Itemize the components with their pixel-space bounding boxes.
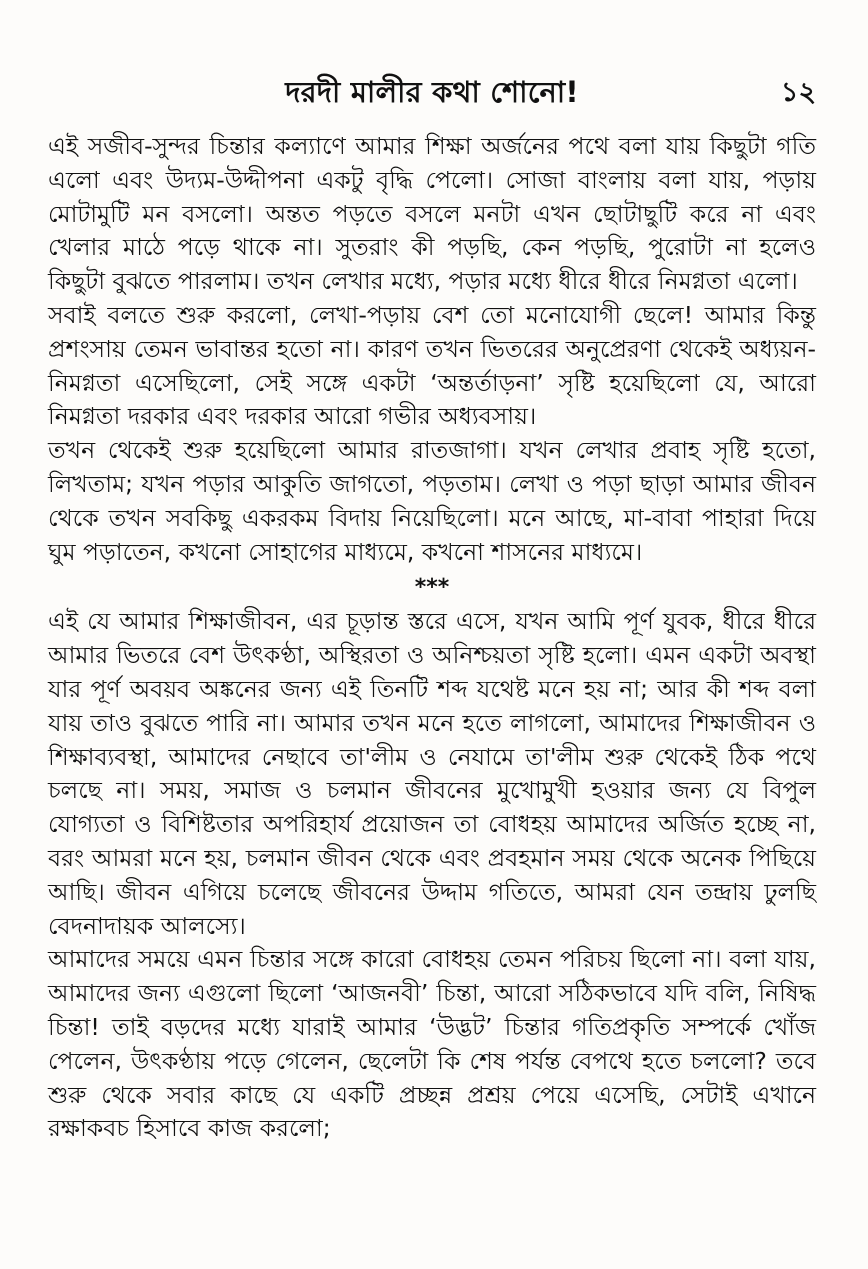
paragraph: তখন থেকেই শুরু হয়েছিলো আমার রাতজাগা। যখন লেখার প্রবাহ সৃষ্টি হতো, লিখতাম; যখন পড়ার আকুতি জাগতো, পড়তাম। লেখা ও পড়া ছাড়া আমার জীবন থেকে তখন সবকিছু একরকম বিদায় নিয়েছিলো। মনে আছে, মা-বাবা পাহারা দিয়ে ঘুম পড়াতেন, কখনো সোহাগের মাধ্যমে, কখনো শাসনের মাধ্যমে। xyxy=(48,436,816,566)
page-number: ১২ xyxy=(780,77,816,108)
chapter-title: দরদী মালীর কথা শোনো! xyxy=(285,75,579,109)
paragraph: এই সজীব-সুন্দর চিন্তার কল্যাণে আমার শিক্ষা অর্জনের পথে বলা যায় কিছুটা গতি এলো এবং উদ্যম-উদ্দীপনা একটু বৃদ্ধি পেলো। সোজা বাংলায় বলা যায়, পড়ায় মোটামুটি মন বসলো। অন্তত পড়তে বসলে মনটা এখন ছোটাছুটি করে না এবং খেলার মাঠে পড়ে থাকে না। সুতরাং কী পড়ছি, কেন পড়ছি, পুরোটা না হলেও কিছুটা বুঝতে পারলাম। তখন লেখার মধ্যে, পড়ার মধ্যে ধীরে ধীরে নিমগ্নতা এলো। xyxy=(48,132,816,296)
section-separator: *** xyxy=(414,575,450,601)
page-header xyxy=(48,70,816,130)
paragraph: আমাদের সময়ে এমন চিন্তার সঙ্গে কারো বোধহয় তেমন পরিচয় ছিলো না। বলা যায়, আমাদের জন্য এগুলো ছিলো ‘আজনবী’ চিন্তা, আরো সঠিকভাবে যদি বলি, নিষিদ্ধ চিন্তা! তাই বড়দের মধ্যে যারাই আমার ‘উদ্ভট’ চিন্তার গতিপ্রকৃতি সম্পর্কে খোঁজ পেলেন, উৎকণ্ঠায় পড়ে গেলেন, ছেলেটা কি শেষ পর্যন্ত বেপথে হতে চললো? তবে শুরু থেকে সবার কাছে যে একটি প্রচ্ছন্ন প্রশ্রয় পেয়ে এসেছি, সেটাই এখানে রক্ষাকবচ হিসাবে কাজ করলো; xyxy=(48,945,816,1143)
paragraph: সবাই বলতে শুরু করলো, লেখা-পড়ায় বেশ তো মনোযোগী ছেলে! আমার কিন্তু প্রশংসায় তেমন ভাবান্তর হতো না। কারণ তখন ভিতরের অনুপ্রেরণা থেকেই অধ্যয়ন-নিমগ্নতা এসেছিলো, সেই সঙ্গে একটা ‘অন্তর্তাড়না’ সৃষ্টি হয়েছিলো যে, আরো নিমগ্নতা দরকার এবং দরকার আরো গভীর অধ্যবসায়। xyxy=(48,300,816,431)
paragraph: এই যে আমার শিক্ষাজীবন, এর চূড়ান্ত স্তরে এসে, যখন আমি পূর্ণ যুবক, ধীরে ধীরে আমার ভিতরে বেশ উৎকণ্ঠা, অস্থিরতা ও অনিশ্চয়তা সৃষ্টি হলো। এমন একটা অবস্থা যার পূর্ণ অবয়ব অঙ্কনের জন্য এই তিনটি শব্দ যথেষ্ট মনে হয় না; আর কী শব্দ বলা যায় তাও বুঝতে পারি না। আমার তখন মনে হতে লাগলো, আমাদের শিক্ষাজীবন ও শিক্ষাব্যবস্থা, আমাদের নেছাবে তা'লীম ও নেযামে তা'লীম শুরু থেকেই ঠিক পথে চলছে না। সময়, সমাজ ও চলমান জীবনের মুখোমুখী হওয়ার জন্য যে বিপুল যোগ্যতা ও বিশিষ্টতার অপরিহার্য প্রয়োজন তা বোধহয় আমাদের অর্জিত হচ্ছে না, বরং আমরা মনে হয়, চলমান জীবন থেকে এবং প্রবহমান সময় থেকে অনেক পিছিয়ে আছি। জীবন এগিয়ে চলেছে জীবনের উদ্দাম গতিতে, আমরা যেন তন্দ্রায় ঢুলছি বেদনাদায়ক আলস্যে। xyxy=(48,607,816,940)
body-text xyxy=(48,130,816,1146)
